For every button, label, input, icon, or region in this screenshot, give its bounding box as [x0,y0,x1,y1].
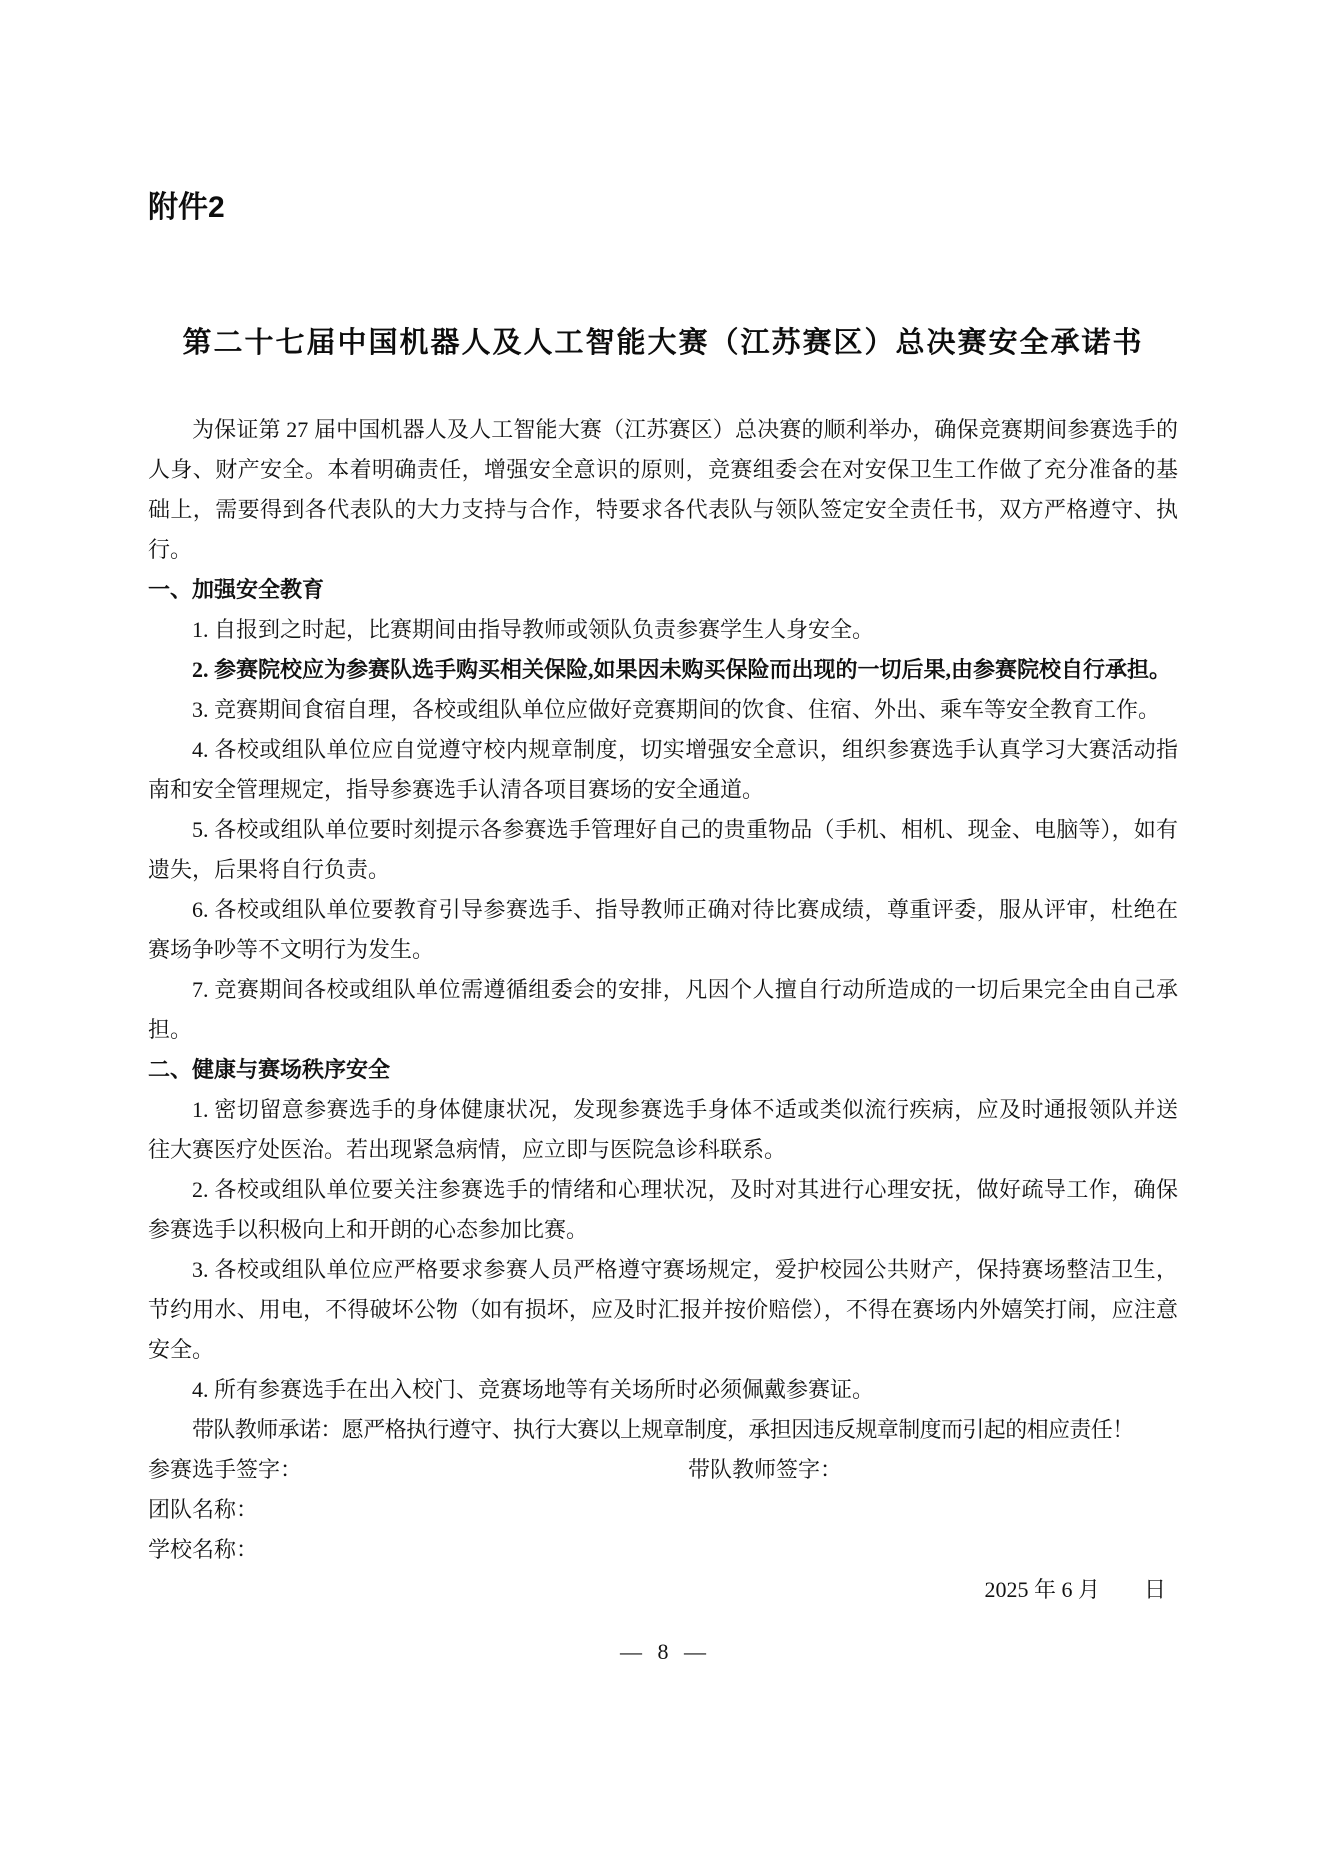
list-item: 3. 各校或组队单位应严格要求参赛人员严格遵守赛场规定，爱护校园公共财产，保持赛场整洁卫生，节约用水、用电，不得破坏公物（如有损坏，应及时汇报并按价赔偿），不得在赛场内外嬉笑打闹，应注意安全。 [148,1257,1178,1362]
attachment-label: 附件2 [148,191,225,224]
intro-paragraph: 为保证第 27 届中国机器人及人工智能大赛（江苏赛区）总决赛的顺利举办，确保竞赛期间参赛选手的人身、财产安全。本着明确责任，增强安全意识的原则，竞赛组委会在对安保卫生工作做了充分准备的基础上，需要得到各代表队的大力支持与合作，特要求各代表队与领队签定安全责任书，双方严格遵守、执行。 [148,417,1178,562]
list-item: 2. 参赛院校应为参赛队选手购买相关保险,如果因未购买保险而出现的一切后果,由参赛院校自行承担。 [192,657,1172,682]
section-1-heading: 一、加强安全教育 [148,577,325,602]
list-item: 4. 各校或组队单位应自觉遵守校内规章制度，切实增强安全意识，组织参赛选手认真学习大赛活动指南和安全管理规定，指导参赛选手认清各项目赛场的安全通道。 [148,737,1178,802]
teacher-signature-label: 带队教师签字： [688,1457,843,1482]
teacher-commitment-line: 带队教师承诺：愿严格执行遵守、执行大赛以上规章制度，承担因违反规章制度而引起的相应责任！ [192,1417,1134,1442]
list-item: 1. 自报到之时起，比赛期间由指导教师或领队负责参赛学生人身安全。 [192,617,875,642]
document-body [148,410,1178,1672]
list-item: 3. 竞赛期间食宿自理，各校或组队单位应做好竞赛期间的饮食、住宿、外出、乘车等安全教育工作。 [192,697,1161,722]
document-content [148,0,1178,1672]
list-item: 2. 各校或组队单位要关注参赛选手的情绪和心理状况，及时对其进行心理安抚，做好疏导工作，确保参赛选手以积极向上和开朗的心态参加比赛。 [148,1177,1178,1242]
list-item: 5. 各校或组队单位要时刻提示各参赛选手管理好自己的贵重物品（手机、相机、现金、电脑等），如有遗失，后果将自行负责。 [148,817,1178,882]
date-line: 2025 年 6 月 日 [984,1577,1166,1602]
signature-row [148,1450,1178,1490]
contestant-signature-label: 参赛选手签字： [148,1457,303,1482]
list-item: 4. 所有参赛选手在出入校门、竞赛场地等有关场所时必须佩戴参赛证。 [192,1377,875,1402]
list-item: 7. 竞赛期间各校或组队单位需遵循组委会的安排，凡因个人擅自行动所造成的一切后果完全由自己承担。 [148,977,1178,1042]
list-item: 6. 各校或组队单位要教育引导参赛选手、指导教师正确对待比赛成绩，尊重评委，服从评审，杜绝在赛场争吵等不文明行为发生。 [148,897,1178,962]
list-item: 1. 密切留意参赛选手的身体健康状况，发现参赛选手身体不适或类似流行疾病，应及时通报领队并送往大赛医疗处医治。若出现紧急病情，应立即与医院急诊科联系。 [148,1097,1178,1162]
team-name-label: 团队名称： [148,1497,259,1522]
school-name-label: 学校名称： [148,1537,259,1562]
page-number: — 8 — [620,1639,706,1664]
document-title: 第二十七届中国机器人及人工智能大赛（江苏赛区）总决赛安全承诺书 [182,327,1144,359]
section-2-heading: 二、健康与赛场秩序安全 [148,1057,391,1082]
